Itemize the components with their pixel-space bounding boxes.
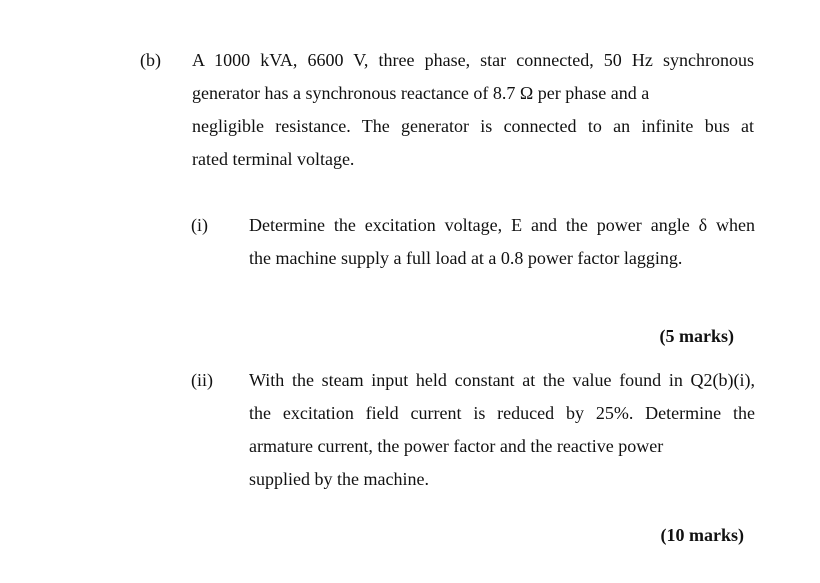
part-line: the excitation field current is reduced by 25%. Determine the [249,403,755,423]
part-line: supplied by the machine. [249,469,429,489]
marks-label: (5 marks) [659,326,734,346]
question-line: negligible resistance. The generator is connected to an infinite bus at [192,116,754,136]
part-line: armature current, the power factor and the reactive power [249,436,664,456]
marks-label: (10 marks) [660,525,744,545]
part-line: the machine supply a full load at a 0.8 power factor lagging. [249,248,683,268]
question-line: rated terminal voltage. [192,149,355,169]
question-line: A 1000 kVA, 6600 V, three phase, star connected, 50 Hz synchronous [192,50,754,70]
part-line: With the steam input held constant at the value found in Q2(b)(i), [249,370,755,390]
question-label: (b) [140,50,161,70]
question-line: generator has a synchronous reactance of 8.7 Ω per phase and a [192,83,650,103]
part-line: Determine the excitation voltage, E and the power angle δ when [249,215,755,235]
part-label: (i) [191,215,208,235]
part-label: (ii) [191,370,213,390]
